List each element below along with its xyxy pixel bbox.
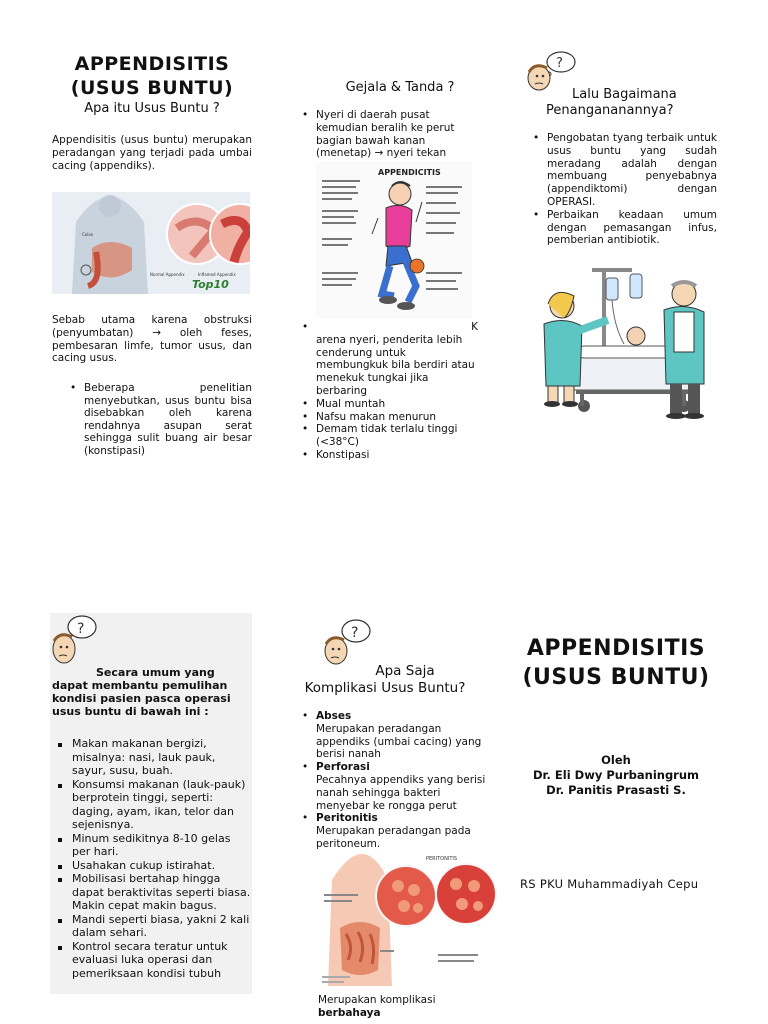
panel4-item-3: Minum sedikitnya 8-10 gelas per hari. bbox=[52, 832, 252, 859]
figure-title-peritonitis: PERITONITIS bbox=[426, 856, 458, 862]
panel5-footer-bold: berbahaya bbox=[318, 1007, 381, 1019]
panel5-term-peritonitis: Peritonitis bbox=[316, 812, 378, 825]
cover-by: Oleh bbox=[601, 753, 631, 767]
panel3-title-line2: Penangananannya? bbox=[546, 103, 674, 118]
figure-title-appendicitis: APPENDICITIS bbox=[378, 168, 441, 177]
question-mark: ? bbox=[556, 56, 563, 71]
panel5-term-perforasi: Perforasi bbox=[316, 761, 370, 774]
panel1-title-line2: (USUS BUNTU) bbox=[70, 77, 234, 99]
panel3-bullet-list bbox=[533, 132, 717, 247]
panel-4 bbox=[52, 666, 252, 980]
appendicitis-figure bbox=[316, 162, 472, 318]
panel2-title: Gejala & Tanda ? bbox=[345, 80, 455, 95]
panel1-cause: Sebab utama karena obstruksi (penyumbatan) → oleh feses, pembesaran limfe, tumor usus, dan cacing usus. bbox=[52, 314, 252, 365]
panel2-bullet-2: arena nyeri, penderita lebih cenderung untuk membungkuk bila berdiri atau menekuk tungkai jika berbaring bbox=[316, 333, 475, 397]
panel3-title-line1: Lalu Bagaimana bbox=[572, 87, 677, 102]
panel2-bullet-2-dot: • bbox=[302, 321, 309, 333]
panel4-item-2: Konsumsi makanan (lauk-pauk) berprotein tinggi, seperti: daging, ayam, ikan, telor dan sejenisnya. bbox=[52, 778, 252, 832]
panel5-desc-abses: Merupakan peradangan appendiks (umbai cacing) yang berisi nanah bbox=[316, 722, 482, 761]
panel2-bullet-demam: • Demam tidak terlalu tinggi (<38°C) bbox=[302, 423, 478, 449]
panel-1-lower bbox=[52, 314, 252, 457]
thinking-face-icon bbox=[322, 618, 374, 668]
panel2-bullet-list-1 bbox=[302, 109, 472, 160]
panel2-bullet-mual: • Mual muntah bbox=[302, 398, 478, 411]
panel-2-lower bbox=[302, 321, 478, 462]
panel5-item-abses bbox=[302, 710, 492, 761]
panel2-bullet-nafsu: • Nafsu makan menurun bbox=[302, 411, 478, 424]
panel4-list bbox=[52, 737, 252, 980]
panel3-bullet-2: • Perbaikan keadaan umum dengan pemasangan infus, pemberian antibiotik. bbox=[533, 209, 717, 247]
panel5-footer bbox=[318, 994, 498, 1020]
panel5-title-line1: Apa Saja bbox=[375, 663, 435, 679]
figure-label-normal: Normal Appendix bbox=[150, 272, 185, 277]
question-mark: ? bbox=[77, 621, 85, 637]
question-mark: ? bbox=[351, 625, 359, 641]
panel2-bullet-2-wrap bbox=[302, 321, 478, 398]
panel5-desc-perforasi: Pecahnya appendiks yang berisi nanah sehingga bakteri menyebar ke rongga perut bbox=[316, 773, 486, 812]
figure-label-colon: Colon bbox=[82, 232, 94, 237]
figure-label-inflamed: Inflamed Appendix bbox=[198, 272, 236, 277]
panel2-bullet-konstipasi: • Konstipasi bbox=[302, 449, 478, 462]
hospital-illustration bbox=[524, 266, 714, 430]
panel1-title-line1: APPENDISITIS bbox=[74, 53, 230, 75]
panel4-item-5: Mobilisasi bertahap hingga dapat beraktivitas seperti biasa. Makin cepat makin bagus. bbox=[52, 872, 252, 913]
cover-title bbox=[508, 634, 724, 692]
panel-5 bbox=[302, 710, 492, 851]
cover-authors bbox=[508, 753, 724, 798]
panel5-desc-peritonitis: Merupakan peradangan pada peritoneum. bbox=[316, 825, 471, 850]
panel1-title bbox=[52, 52, 252, 100]
panel2-bullet-list-2 bbox=[302, 398, 478, 462]
top10-logo: Top10 bbox=[192, 278, 229, 291]
panel1-intro: Appendisitis (usus buntu) merupakan peradangan yang terjadi pada umbai cacing (appendiks). bbox=[52, 134, 252, 172]
cover-title-line1: APPENDISITIS bbox=[526, 636, 706, 661]
cover-title-line2: (USUS BUNTU) bbox=[522, 665, 710, 690]
panel1-bullet: • Beberapa penelitian menyebutkan, usus buntu bisa disebabkan oleh karena rendahnya asupan serat sehingga sulit buang air besar (konstipasi) bbox=[70, 382, 252, 457]
cover-author-1: Dr. Eli Dwy Purbaningrum bbox=[532, 768, 700, 782]
panel5-item-peritonitis bbox=[302, 812, 492, 850]
thinking-face-icon bbox=[50, 613, 102, 669]
cover-hospital: RS PKU Muhammadiyah Cepu bbox=[520, 877, 699, 891]
panel5-title bbox=[280, 663, 490, 697]
panel1-subtitle: Apa itu Usus Buntu ? bbox=[84, 101, 220, 116]
peritonitis-figure bbox=[318, 850, 498, 986]
panel1-bullet-list bbox=[70, 382, 252, 457]
panel5-title-line2: Komplikasi Usus Buntu? bbox=[304, 680, 466, 696]
panel4-item-7: Kontrol secara teratur untuk evaluasi luka operasi dan pemeriksaan kondisi tubuh bbox=[52, 940, 252, 981]
panel3-title bbox=[538, 87, 708, 119]
panel3-bullet-1: • Pengobatan tyang terbaik untuk usus buntu yang sudah meradang adalah dengan membuang penyebabnya (appendiktomi) dengan OPERASI. bbox=[533, 132, 717, 209]
panel-2 bbox=[302, 109, 472, 160]
panel4-item-4: Usahakan cukup istirahat. bbox=[52, 859, 252, 873]
panel5-footer-text: Merupakan komplikasi bbox=[318, 994, 436, 1006]
panel-3 bbox=[533, 132, 717, 247]
cover-author-2: Dr. Panitis Prasasti S. bbox=[546, 783, 686, 797]
panel-1 bbox=[52, 52, 252, 173]
panel4-heading: Secara umum yang dapat membantu pemulihan kondisi pasien pasca operasi usus buntu di bawah ini : bbox=[52, 666, 231, 718]
panel2-bullet-1: • Nyeri di daerah pusat kemudian beralih ke perut bagian bawah kanan (menetap) → nyeri tekan bbox=[302, 109, 472, 160]
panel4-item-1: Makan makanan bergizi, misalnya: nasi, lauk pauk, sayur, susu, buah. bbox=[52, 737, 252, 778]
panel5-item-perforasi bbox=[302, 761, 492, 812]
panel5-list bbox=[302, 710, 492, 851]
panel4-item-6: Mandi seperti biasa, yakni 2 kali dalam sehari. bbox=[52, 913, 252, 940]
appendix-figure bbox=[52, 192, 250, 294]
panel2-k-letter: K bbox=[471, 321, 478, 333]
panel5-term-abses: Abses bbox=[316, 710, 352, 722]
